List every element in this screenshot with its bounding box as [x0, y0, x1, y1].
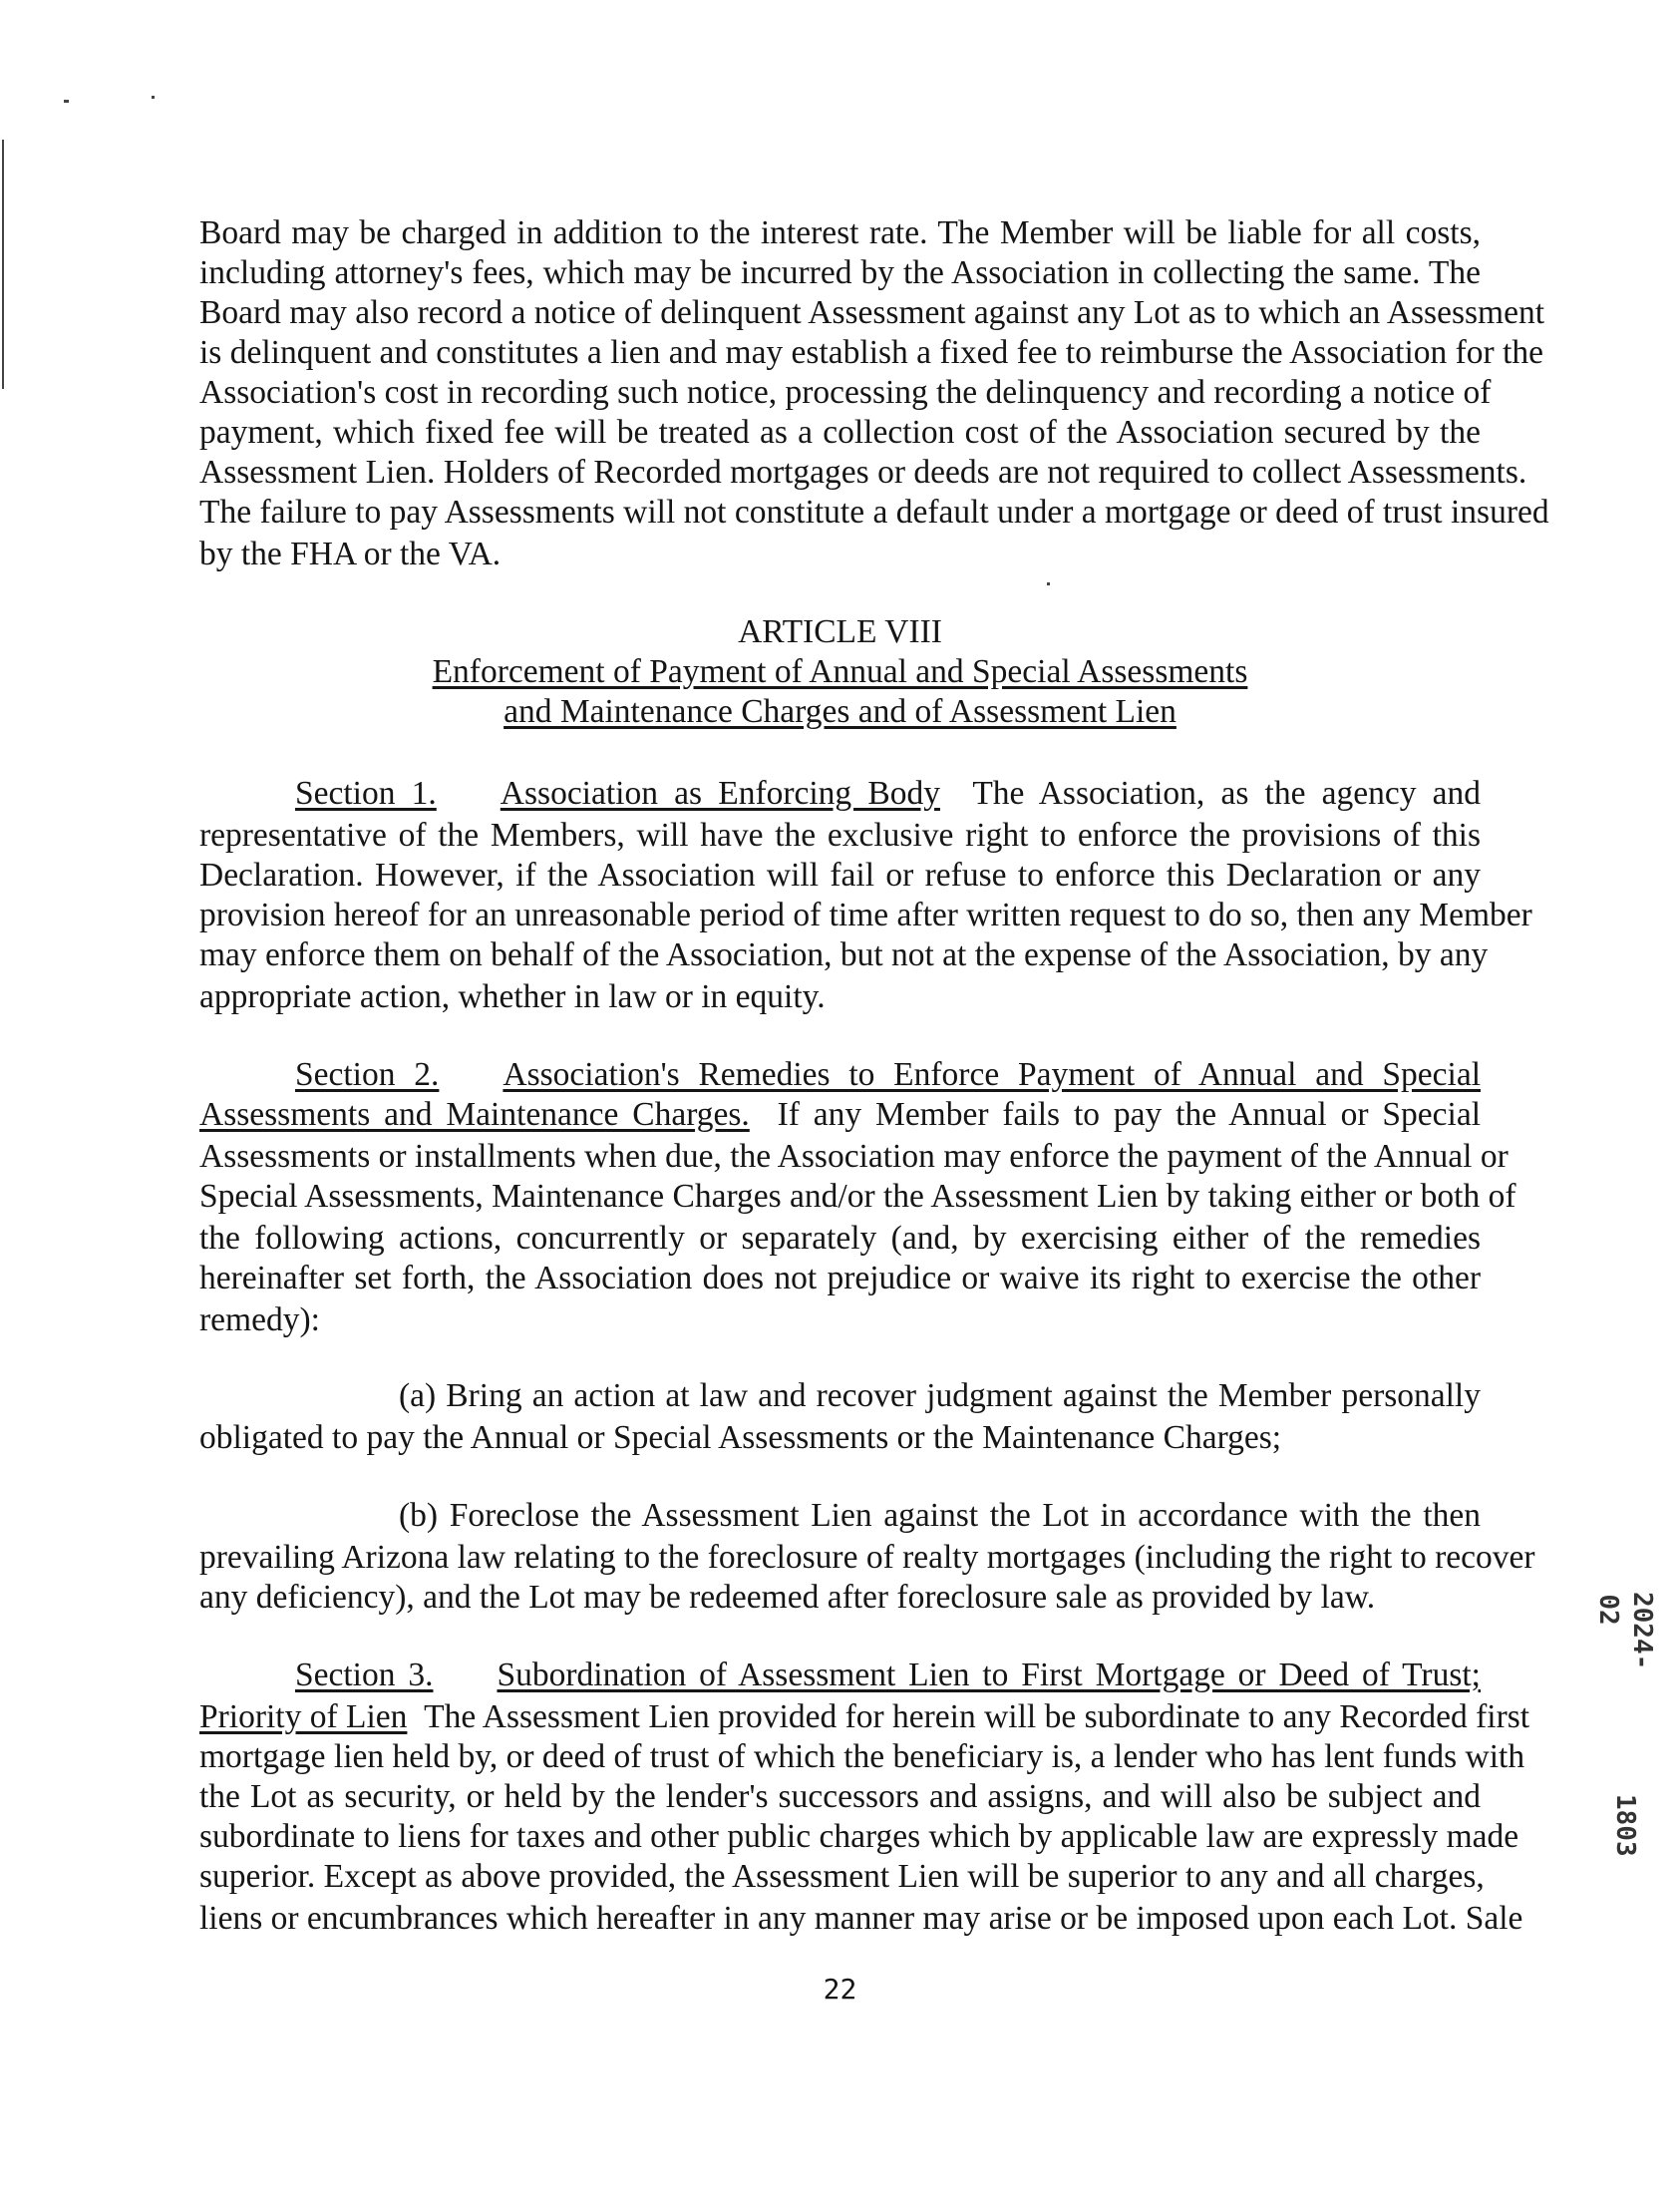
- section-1-line: may enforce them on behalf of the Association, but not at the expense of the Association, by any: [199, 936, 1489, 973]
- section-2-second-line: [199, 1095, 1481, 1135]
- article-title-line-1: [199, 652, 1481, 692]
- section-1-line: Declaration. However, if the Association will fail or refuse to enforce this Declaration or any: [199, 857, 1481, 894]
- article-title-line-2: [199, 692, 1481, 732]
- section-2-line: Assessments or installments when due, the Association may enforce the payment of the Annual or: [199, 1138, 1509, 1175]
- section-1-line: appropriate action, whether in law or in equity.: [199, 978, 826, 1015]
- item-b-line: prevailing Arizona law relating to the foreclosure of realty mortgages (including the right to recover: [199, 1539, 1535, 1576]
- section-2-line: Special Assessments, Maintenance Charges and/or the Assessment Lien by taking either or both of: [199, 1178, 1516, 1215]
- section-1-line: provision hereof for an unreasonable period of time after written request to do so, then any Member: [199, 897, 1532, 933]
- section-2-label: Section 2.: [295, 1056, 440, 1093]
- section-2-line: hereinafter set forth, the Association does not prejudice or waive its right to exercise the other: [199, 1260, 1481, 1296]
- section-2-line: remedy):: [199, 1301, 320, 1338]
- section-1-line: representative of the Members, will have the exclusive right to enforce the provisions of this: [199, 817, 1481, 854]
- scan-speck: [64, 100, 69, 103]
- intro-line: including attorney's fees, which may be incurred by the Association in collecting the same. The: [199, 254, 1481, 291]
- section-3-line: mortgage lien held by, or deed of trust of which the beneficiary is, a lender who has lent funds with: [199, 1738, 1525, 1775]
- intro-line: by the FHA or the VA.: [199, 536, 502, 572]
- article-title-text-1: Enforcement of Payment of Annual and Special Assessments: [432, 653, 1248, 690]
- intro-line: Association's cost in recording such notice, processing the delinquency and recording a notice of: [199, 374, 1492, 411]
- intro-line: The failure to pay Assessments will not constitute a default under a mortgage or deed of trust insured: [199, 494, 1549, 531]
- section-3-second-line: [199, 1697, 1530, 1737]
- section-2-heading-2: Assessments and Maintenance Charges.: [199, 1096, 750, 1133]
- section-2-second-line-text: If any Member fails to pay the Annual or Special: [777, 1096, 1482, 1133]
- scan-speck: [1047, 582, 1050, 585]
- item-b-line: any deficiency), and the Lot may be redeemed after foreclosure sale as provided by law.: [199, 1579, 1376, 1616]
- intro-line: Board may be charged in addition to the interest rate. The Member will be liable for all costs,: [199, 214, 1481, 251]
- section-3-line: the Lot as security, or held by the lender's successors and assigns, and will also be subject and: [199, 1778, 1481, 1815]
- recording-stamp-upper: [1593, 1576, 1657, 1670]
- item-a-line: obligated to pay the Annual or Special Assessments or the Maintenance Charges;: [199, 1419, 1282, 1456]
- section-3-line: superior. Except as above provided, the Assessment Lien will be superior to any and all charges,: [199, 1858, 1485, 1895]
- intro-line: payment, which fixed fee will be treated as a collection cost of the Association secured by the: [199, 414, 1481, 451]
- section-1-heading: Association as Enforcing Body: [500, 775, 940, 812]
- recording-stamp-lower-text: 1803: [1610, 1794, 1640, 1857]
- scan-margin-line: [2, 140, 4, 389]
- scan-speck: [152, 96, 155, 99]
- section-3-label: Section 3.: [295, 1656, 434, 1693]
- section-2-line: the following actions, concurrently or separately (and, by exercising either of the remedies: [199, 1220, 1481, 1257]
- intro-line: Assessment Lien. Holders of Recorded mortgages or deeds are not required to collect Assessments.: [199, 454, 1527, 491]
- section-3-second-line-text: The Assessment Lien provided for herein will be subordinate to any Recorded first: [424, 1698, 1530, 1735]
- item-b-line: (b) Foreclose the Assessment Lien against the Lot in accordance with the then: [399, 1497, 1481, 1534]
- article-number: ARTICLE VIII: [738, 613, 942, 650]
- article-title-text-2: and Maintenance Charges and of Assessment Lien: [504, 693, 1176, 730]
- section-3-heading-2: Priority of Lien: [199, 1698, 408, 1735]
- item-a-line: (a) Bring an action at law and recover judgment against the Member personally: [399, 1377, 1481, 1414]
- section-1-label: Section 1.: [295, 775, 437, 812]
- intro-line: is delinquent and constitutes a lien and may establish a fixed fee to reimburse the Association for the: [199, 334, 1544, 371]
- section-1-first-line: [295, 774, 1481, 814]
- section-2-first-line: [295, 1055, 1481, 1095]
- intro-line: Board may also record a notice of delinquent Assessment against any Lot as to which an Assessment: [199, 294, 1545, 331]
- section-3-heading-1: Subordination of Assessment Lien to First Mortgage or Deed of Trust;: [497, 1656, 1481, 1693]
- section-3-first-line: [295, 1656, 1481, 1695]
- section-1-first-line-text: The Association, as the agency and: [972, 775, 1482, 812]
- page-number: 22: [823, 1973, 857, 2006]
- recording-stamp-lower: [1607, 1794, 1643, 1857]
- section-3-line: subordinate to liens for taxes and other public charges which by applicable law are expressly made: [199, 1818, 1519, 1855]
- section-2-heading-1: Association's Remedies to Enforce Payment of Annual and Special: [503, 1056, 1482, 1093]
- recording-stamp-upper-text: 2024-02: [1593, 1592, 1657, 1670]
- section-3-line: liens or encumbrances which hereafter in any manner may arise or be imposed upon each Lot. Sale: [199, 1900, 1523, 1937]
